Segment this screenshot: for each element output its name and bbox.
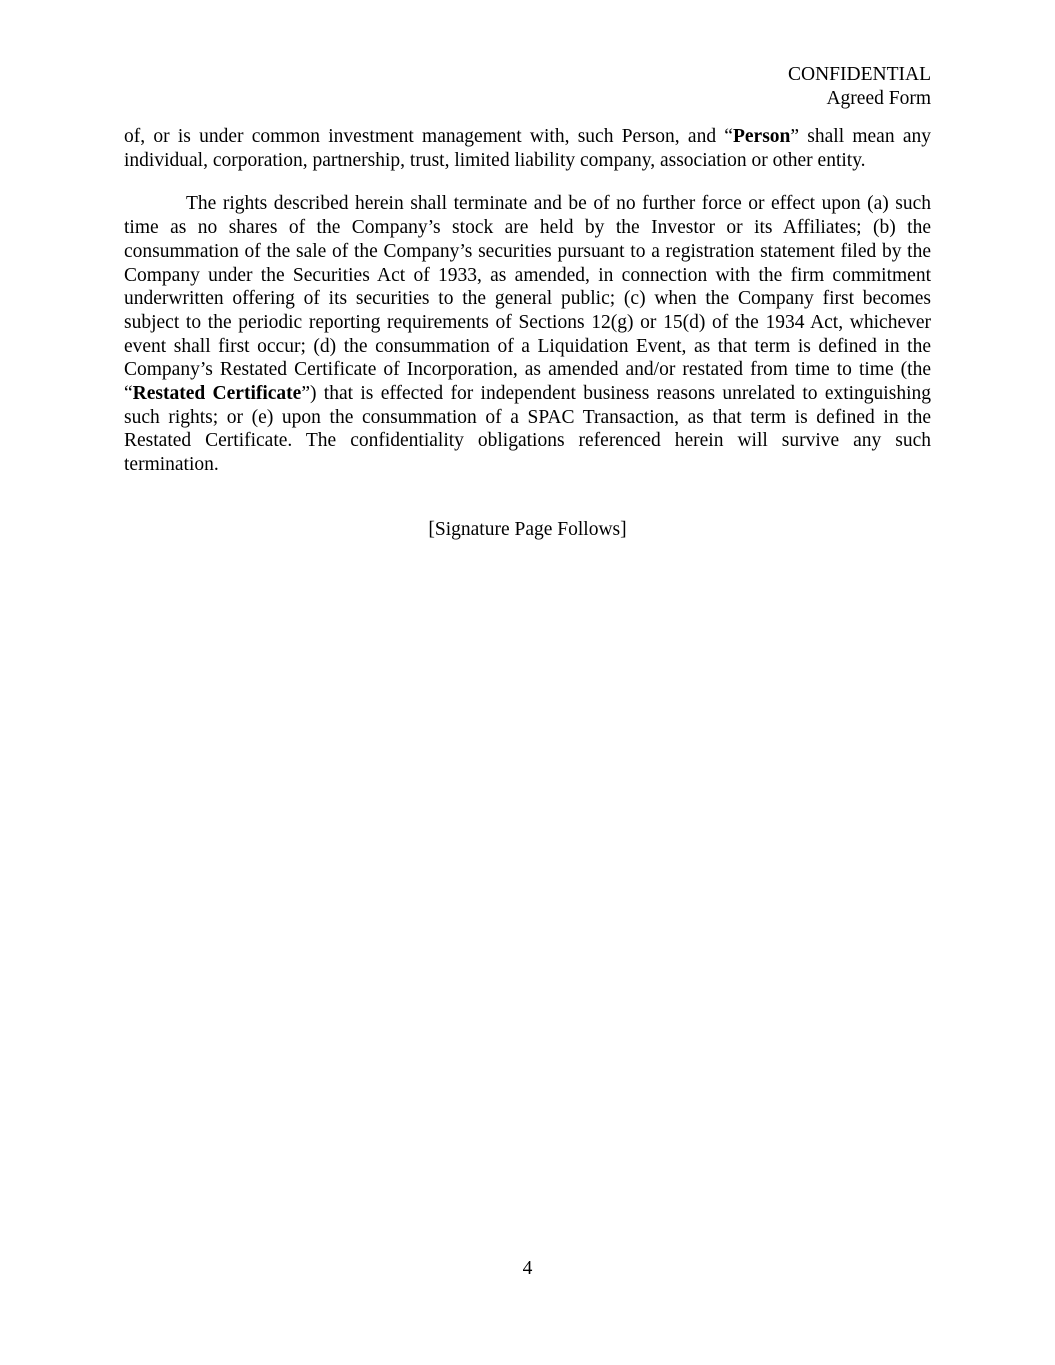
paragraph-text: ”) that is effected for independent business reasons unrelated to extinguishing such rights; or (e) upon the consummation of a SPAC Transaction, as that term is defined in the Restated Certificate. The confidentiality obligations referenced herein will survive any such termination. — [124, 383, 931, 476]
defined-term-person: Person — [732, 126, 791, 147]
page-number: 4 — [522, 1258, 533, 1279]
paragraph-text: ” shall mean any individual, corporation, partnership, trust, limited liability company, association or other entity. — [124, 126, 931, 171]
paragraph-person-definition — [124, 125, 931, 172]
paragraph-text: The rights described herein shall terminate and be of no further force or effect upon (a) such time as no shares of the Company’s stock are held by the Investor or its Affiliates; (b) the consummation of the sale of the Company’s securities pursuant to a registration statement filed by the Company under the Securities Act of 1933, as amended, in connection with the firm commitment underwritten offering of its securities to the general public; (c) when the Company first becomes subject to the periodic reporting requirements of Sections 12(g) or 15(d) of the 1934 Act, whichever event shall first occur; (d) the consummation of a Liquidation Event, as that term is defined in the Company’s Restated Certificate of Incorporation, as amended and/or restated from time to time (the “ — [124, 193, 931, 405]
paragraph-text: of, or is under common investment management with, such Person, and “ — [124, 126, 733, 147]
signature-page-note: [Signature Page Follows] — [428, 519, 627, 540]
document-body — [124, 125, 931, 497]
confidential-label: CONFIDENTIAL — [788, 64, 931, 85]
defined-term-restated-certificate: Restated Certificate — [132, 383, 302, 405]
agreed-form-label: Agreed Form — [826, 88, 931, 109]
paragraph-termination — [124, 192, 931, 476]
page-header — [788, 63, 931, 111]
